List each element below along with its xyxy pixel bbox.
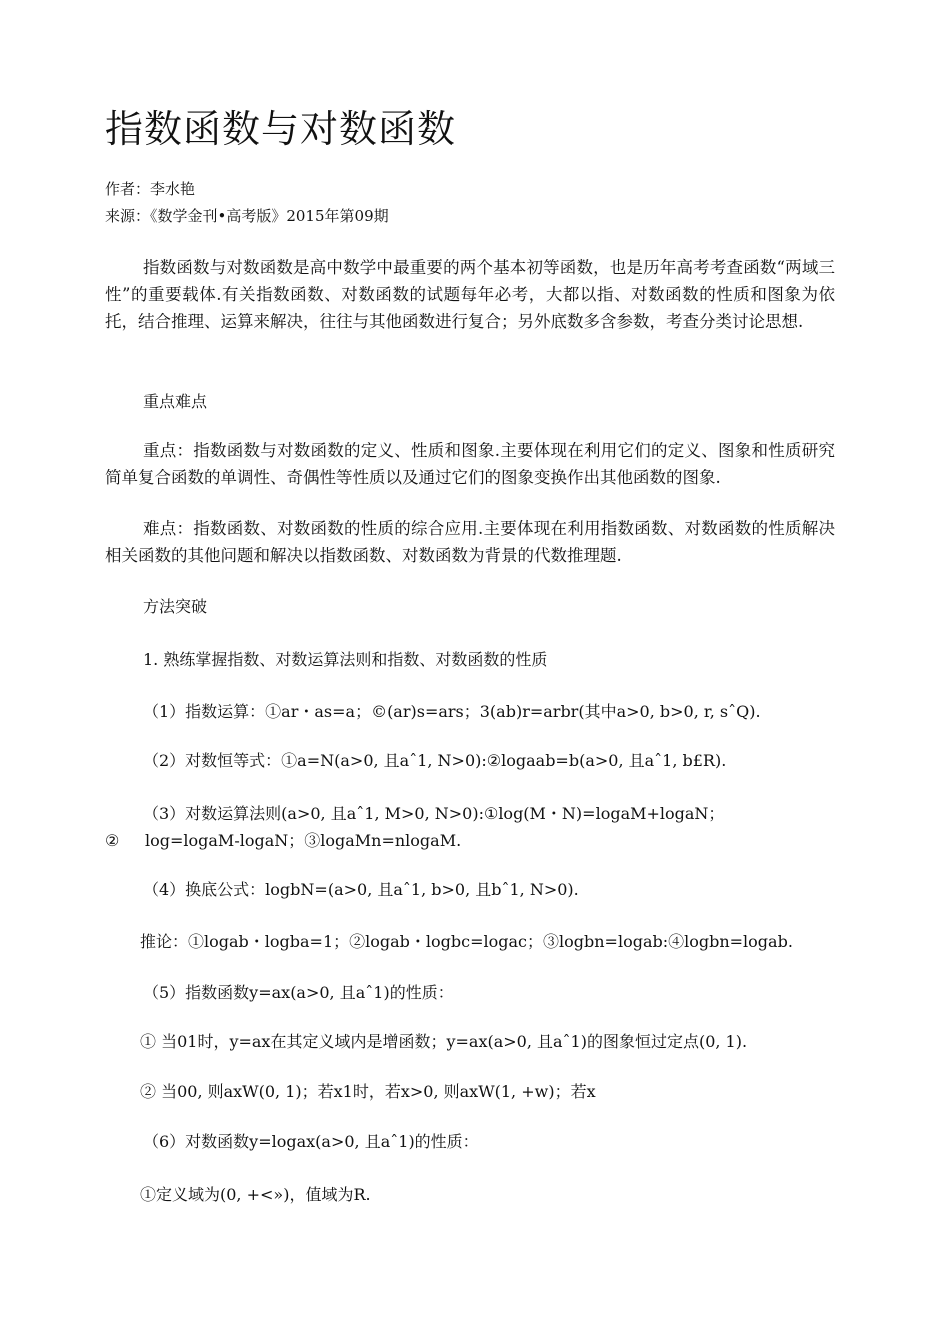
- key-points-paragraph: 重点：指数函数与对数函数的定义、性质和图象.主要体现在利用它们的定义、图象和性质研究简单复合函数的单调性、奇偶性等性质以及通过它们的图象变换作出其他函数的图象.: [105, 441, 835, 487]
- source-line: 来源：《数学金刊•高考版》2015年第09期: [105, 207, 389, 225]
- list-item-1-3-continued: log=logaM-logaN；③logaMn=nlogaM.: [145, 831, 462, 850]
- list-item-1-1: （1）指数运算：①ar・as=a；©(ar)s=ars；3(ab)r=arbr(其中a>0, b>0, r, sˆQ).: [143, 702, 761, 721]
- difficult-points-paragraph: 难点：指数函数、对数函数的性质的综合应用.主要体现在利用指数函数、对数函数的性质解决相关函数的其他问题和解决以指数函数、对数函数为背景的代数推理题.: [105, 519, 835, 565]
- list-item-1-5-b: ② 当00, 则axW(0, 1)；若x1时，若x>0, 则axW(1, +w)；若x: [140, 1082, 596, 1101]
- list-item-1-5: （5）指数函数y=ax(a>0, 且aˆ1)的性质：: [143, 983, 454, 1002]
- list-item-1-5-a: ① 当01时，y=ax在其定义域内是增函数；y=ax(a>0, 且aˆ1)的图象恒过定点(0, 1).: [140, 1032, 748, 1051]
- list-item-1-2: （2）对数恒等式：①a=N(a>0, 且aˆ1, N>0):②logaab=b(a>0, 且aˆ1, b£R).: [143, 751, 727, 770]
- list-item-1-3: （3）对数运算法则(a>0, 且aˆ1, M>0, N>0):①log(M・N)=logaM+logaN；: [143, 804, 725, 823]
- list-item-1-4: （4）换底公式：logbN=(a>0, 且aˆ1, b>0, 且bˆ1, N>0).: [143, 880, 579, 899]
- list-item-1-6: （6）对数函数y=logax(a>0, 且aˆ1)的性质：: [143, 1132, 479, 1151]
- list-item-1-3-marker: ②: [105, 831, 120, 850]
- article-title: 指数函数与对数函数: [105, 107, 457, 151]
- list-item-1: 1. 熟练掌握指数、对数运算法则和指数、对数函数的性质: [143, 650, 548, 669]
- list-item-1-6-a: ①定义域为(0, +<»)，值域为R.: [140, 1185, 371, 1204]
- section-heading-key-points: 重点难点: [143, 392, 208, 411]
- corollary-line: 推论：①logab・logba=1；②logab・logbc=logac；③logbn=logab:④logbn=logab.: [140, 932, 793, 951]
- intro-paragraph: 指数函数与对数函数是高中数学中最重要的两个基本初等函数，也是历年高考考查函数“两域三性”的重要载体.有关指数函数、对数函数的试题每年必考，大都以指、对数函数的性质和图象为依托，结合推理、运算来解决，往往与其他函数进行复合；另外底数多含参数，考查分类讨论思想.: [105, 258, 835, 331]
- section-heading-methods: 方法突破: [143, 597, 208, 616]
- author-line: 作者：李水艳: [105, 180, 196, 198]
